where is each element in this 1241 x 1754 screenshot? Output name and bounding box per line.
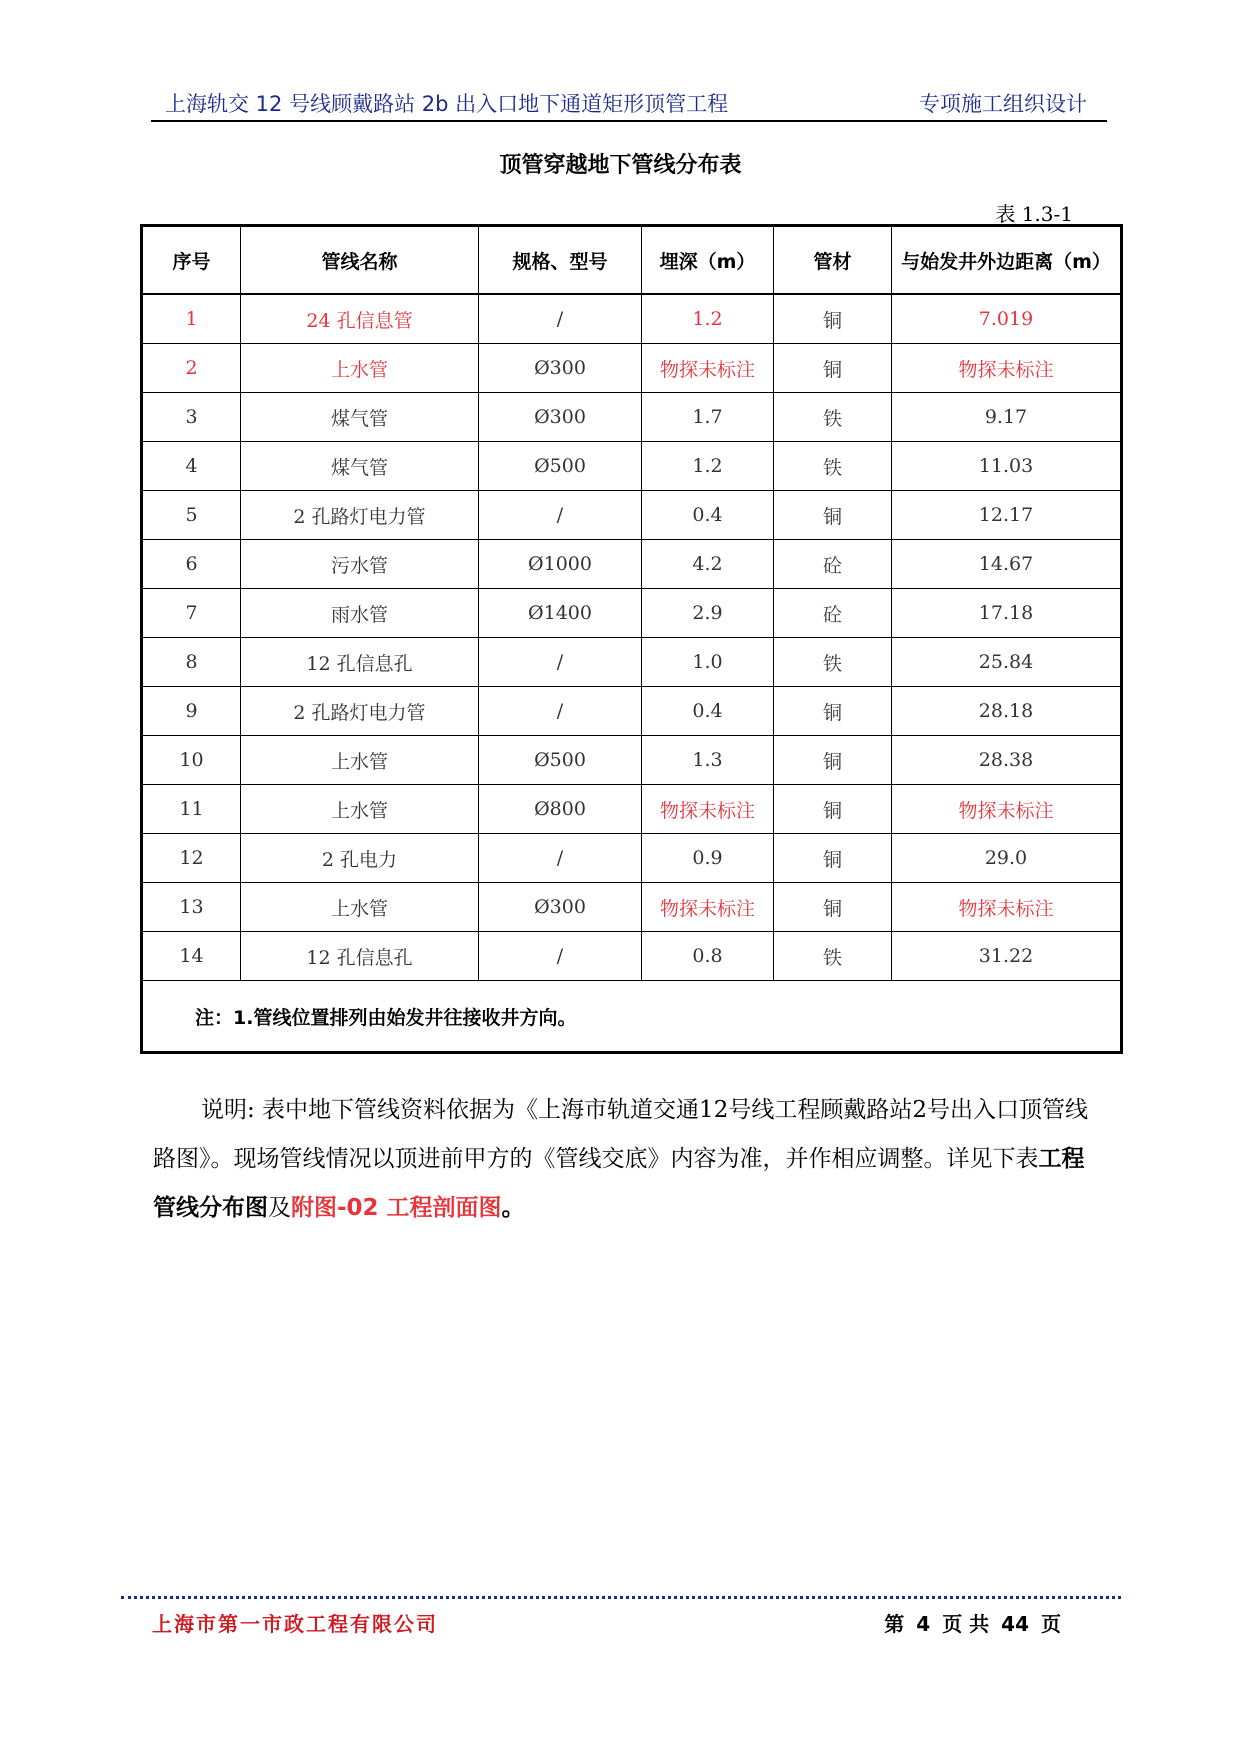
cell-material: 铜 xyxy=(774,785,892,834)
cell-spec: Ø1400 xyxy=(479,589,642,638)
cell-index: 6 xyxy=(142,540,241,589)
cell-material: 铁 xyxy=(774,442,892,491)
col-header-distance: 与始发井外边距离（m） xyxy=(892,226,1122,295)
header-project-title: 上海轨交 12 号线顾戴路站 2b 出入口地下通道矩形顶管工程 xyxy=(165,92,729,116)
cell-index: 8 xyxy=(142,638,241,687)
page-header xyxy=(151,84,1107,122)
cell-material: 铁 xyxy=(774,638,892,687)
col-header-index: 序号 xyxy=(142,226,241,295)
table-row xyxy=(142,883,1122,932)
page-suffix: 页 xyxy=(1041,1612,1061,1636)
cell-index: 14 xyxy=(142,932,241,981)
table-row xyxy=(142,589,1122,638)
cell-material: 铜 xyxy=(774,736,892,785)
cell-material: 铜 xyxy=(774,883,892,932)
table-row xyxy=(142,687,1122,736)
table-number: 表 1.3-1 xyxy=(995,202,1073,226)
cell-depth: 2.9 xyxy=(642,589,774,638)
cell-pipe-name: 2 孔路灯电力管 xyxy=(241,687,479,736)
cell-depth: 1.3 xyxy=(642,736,774,785)
cell-depth: 1.2 xyxy=(642,294,774,344)
cell-distance: 物探未标注 xyxy=(892,344,1122,393)
cell-pipe-name: 煤气管 xyxy=(241,393,479,442)
cell-pipe-name: 上水管 xyxy=(241,785,479,834)
cell-distance: 物探未标注 xyxy=(892,883,1122,932)
cell-distance: 物探未标注 xyxy=(892,785,1122,834)
cell-index: 9 xyxy=(142,687,241,736)
cell-spec: / xyxy=(479,638,642,687)
cell-material: 铜 xyxy=(774,687,892,736)
cell-spec: Ø300 xyxy=(479,344,642,393)
cell-spec: / xyxy=(479,687,642,736)
cell-material: 铁 xyxy=(774,393,892,442)
cell-distance: 7.019 xyxy=(892,294,1122,344)
cell-material: 铜 xyxy=(774,344,892,393)
cell-depth: 0.9 xyxy=(642,834,774,883)
cell-index: 10 xyxy=(142,736,241,785)
cell-pipe-name: 2 孔路灯电力管 xyxy=(241,491,479,540)
page-mid: 页 共 xyxy=(942,1612,990,1636)
cell-depth: 1.0 xyxy=(642,638,774,687)
cell-distance: 25.84 xyxy=(892,638,1122,687)
table-row xyxy=(142,540,1122,589)
table-row xyxy=(142,294,1122,344)
cell-index: 12 xyxy=(142,834,241,883)
cell-spec: / xyxy=(479,834,642,883)
table-row xyxy=(142,393,1122,442)
cell-distance: 28.38 xyxy=(892,736,1122,785)
cell-distance: 12.17 xyxy=(892,491,1122,540)
cell-material: 砼 xyxy=(774,589,892,638)
table-row xyxy=(142,491,1122,540)
cell-index: 1 xyxy=(142,294,241,344)
cell-spec: / xyxy=(479,294,642,344)
table-note: 注：1.管线位置排列由始发井往接收井方向。 xyxy=(142,981,1122,1053)
cell-depth: 物探未标注 xyxy=(642,785,774,834)
cell-distance: 11.03 xyxy=(892,442,1122,491)
cell-spec: / xyxy=(479,491,642,540)
cell-spec: Ø300 xyxy=(479,883,642,932)
cell-distance: 31.22 xyxy=(892,932,1122,981)
cell-pipe-name: 12 孔信息孔 xyxy=(241,932,479,981)
col-header-depth: 埋深（m） xyxy=(642,226,774,295)
cell-spec: Ø300 xyxy=(479,393,642,442)
cell-pipe-name: 24 孔信息管 xyxy=(241,294,479,344)
cell-material: 铜 xyxy=(774,491,892,540)
cell-index: 7 xyxy=(142,589,241,638)
cell-material: 铜 xyxy=(774,834,892,883)
col-header-name: 管线名称 xyxy=(241,226,479,295)
page-current: 4 xyxy=(916,1612,931,1636)
description-paragraph xyxy=(153,1086,1103,1233)
cell-depth: 0.4 xyxy=(642,687,774,736)
footer-page-number xyxy=(878,1608,1067,1637)
cell-spec: Ø500 xyxy=(479,442,642,491)
cell-pipe-name: 上水管 xyxy=(241,736,479,785)
description-text: 说明: 表中地下管线资料依据为《上海市轨道交通12号线工程顾戴路站2号出入口顶管线路图》。现场管线情况以顶进前甲方的《管线交底》内容为准，并作相应调整。详见下表 xyxy=(153,1097,1088,1172)
cell-depth: 0.8 xyxy=(642,932,774,981)
cell-pipe-name: 上水管 xyxy=(241,344,479,393)
cell-depth: 物探未标注 xyxy=(642,344,774,393)
cell-pipe-name: 雨水管 xyxy=(241,589,479,638)
link-section-figure: 附图-02 工程剖面图 xyxy=(291,1195,502,1221)
cell-depth: 0.4 xyxy=(642,491,774,540)
table-title: 顶管穿越地下管线分布表 xyxy=(499,153,742,178)
cell-pipe-name: 2 孔电力 xyxy=(241,834,479,883)
description-mid: 及 xyxy=(268,1195,291,1221)
link-pipeline-map: 工程管线分布图 xyxy=(153,1146,1085,1221)
table-header-row xyxy=(142,226,1122,295)
cell-pipe-name: 污水管 xyxy=(241,540,479,589)
cell-index: 3 xyxy=(142,393,241,442)
cell-spec: Ø1000 xyxy=(479,540,642,589)
cell-pipe-name: 煤气管 xyxy=(241,442,479,491)
cell-distance: 29.0 xyxy=(892,834,1122,883)
footer-divider xyxy=(121,1596,1121,1599)
cell-depth: 1.2 xyxy=(642,442,774,491)
cell-index: 2 xyxy=(142,344,241,393)
col-header-spec: 规格、型号 xyxy=(479,226,642,295)
cell-distance: 17.18 xyxy=(892,589,1122,638)
header-doc-type: 专项施工组织设计 xyxy=(919,92,1087,116)
table-row xyxy=(142,834,1122,883)
cell-spec: Ø500 xyxy=(479,736,642,785)
table-row xyxy=(142,932,1122,981)
pipeline-table xyxy=(140,224,1123,1054)
cell-distance: 14.67 xyxy=(892,540,1122,589)
col-header-material: 管材 xyxy=(774,226,892,295)
cell-index: 11 xyxy=(142,785,241,834)
description-end: 。 xyxy=(501,1195,525,1221)
cell-depth: 物探未标注 xyxy=(642,883,774,932)
cell-depth: 4.2 xyxy=(642,540,774,589)
table-row xyxy=(142,442,1122,491)
cell-depth: 1.7 xyxy=(642,393,774,442)
cell-pipe-name: 12 孔信息孔 xyxy=(241,638,479,687)
cell-index: 13 xyxy=(142,883,241,932)
table-row xyxy=(142,344,1122,393)
cell-material: 铜 xyxy=(774,294,892,344)
cell-material: 铁 xyxy=(774,932,892,981)
cell-distance: 28.18 xyxy=(892,687,1122,736)
table-row xyxy=(142,638,1122,687)
cell-index: 4 xyxy=(142,442,241,491)
cell-spec: Ø800 xyxy=(479,785,642,834)
note-row xyxy=(142,981,1122,1053)
cell-material: 砼 xyxy=(774,540,892,589)
cell-spec: / xyxy=(479,932,642,981)
page-total: 44 xyxy=(1001,1612,1029,1636)
page-prefix: 第 xyxy=(884,1612,905,1636)
table-row xyxy=(142,736,1122,785)
cell-distance: 9.17 xyxy=(892,393,1122,442)
cell-index: 5 xyxy=(142,491,241,540)
cell-pipe-name: 上水管 xyxy=(241,883,479,932)
table-row xyxy=(142,785,1122,834)
footer-company: 上海市第一市政工程有限公司 xyxy=(152,1612,438,1636)
